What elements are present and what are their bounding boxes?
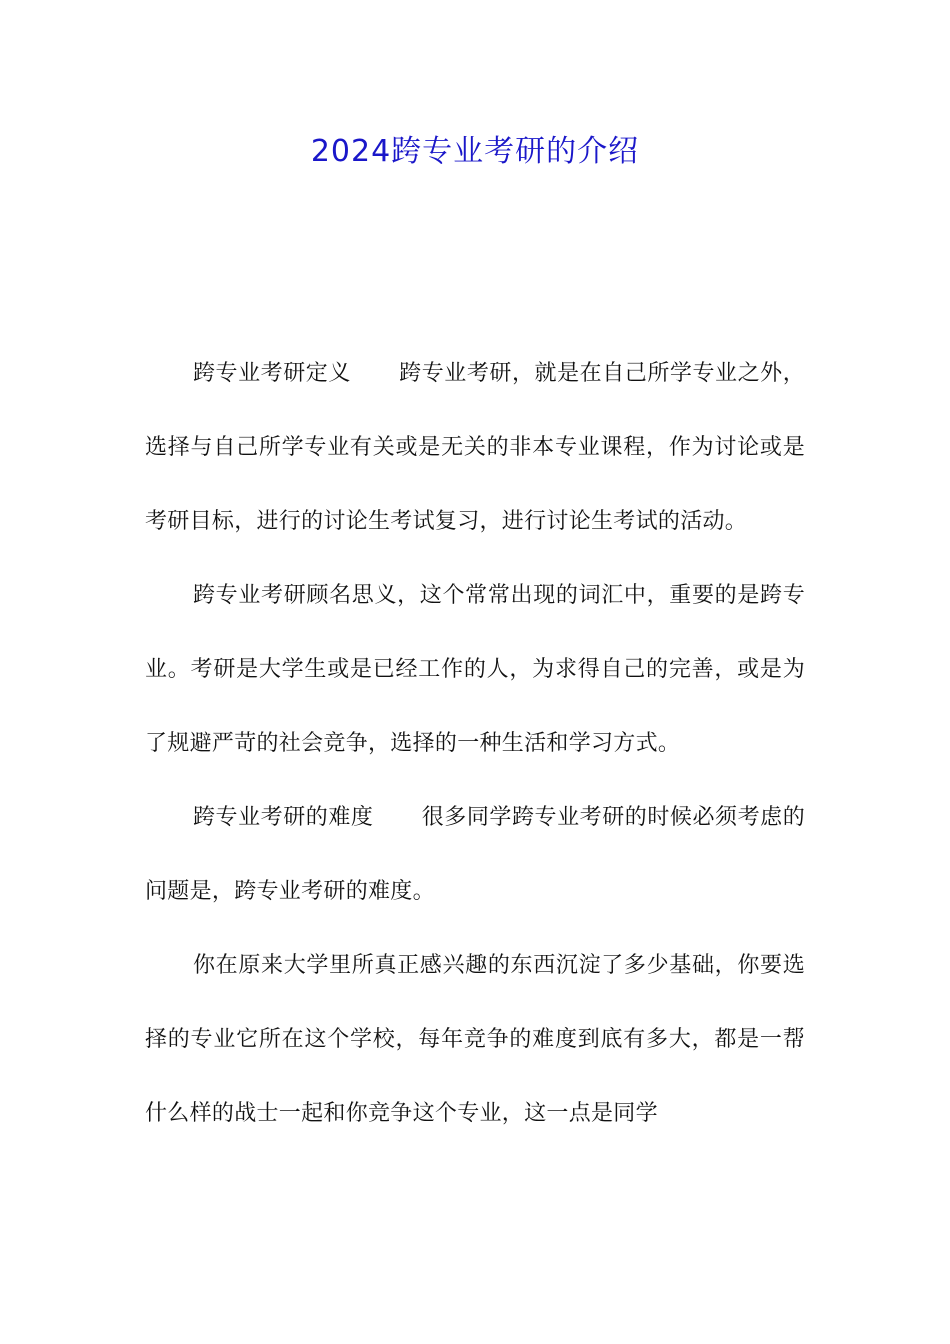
section-heading-difficulty: 跨专业考研的难度 bbox=[193, 805, 374, 830]
paragraph-text: 跨专业考研，就是在自己所学专业之外，选择与自己所学专业有关或是无关的非本专业课程，作为讨论或是考研目标，进行的讨论生考试复习，进行讨论生考试的活动。 bbox=[145, 361, 805, 534]
paragraph-foundation bbox=[145, 929, 805, 1151]
paragraph-text: 很多同学跨专业考研的时候必须考虑的问题是，跨专业考研的难度。 bbox=[145, 805, 805, 904]
paragraph-difficulty bbox=[145, 781, 805, 929]
document-title: 2024跨专业考研的介绍 bbox=[310, 134, 640, 169]
paragraph-definition bbox=[145, 337, 805, 559]
paragraph-text: 你在原来大学里所真正感兴趣的东西沉淀了多少基础，你要选择的专业它所在这个学校，每年竞争的难度到底有多大，都是一帮什么样的战士一起和你竞争这个专业，这一点是同学 bbox=[145, 953, 805, 1126]
section-heading-definition: 跨专业考研定义 bbox=[193, 361, 351, 386]
paragraph-meaning bbox=[145, 559, 805, 781]
document-body bbox=[145, 337, 805, 1151]
paragraph-text: 跨专业考研顾名思义，这个常常出现的词汇中，重要的是跨专业。考研是大学生或是已经工作的人，为求得自己的完善，或是为了规避严苛的社会竞争，选择的一种生活和学习方式。 bbox=[145, 583, 805, 756]
